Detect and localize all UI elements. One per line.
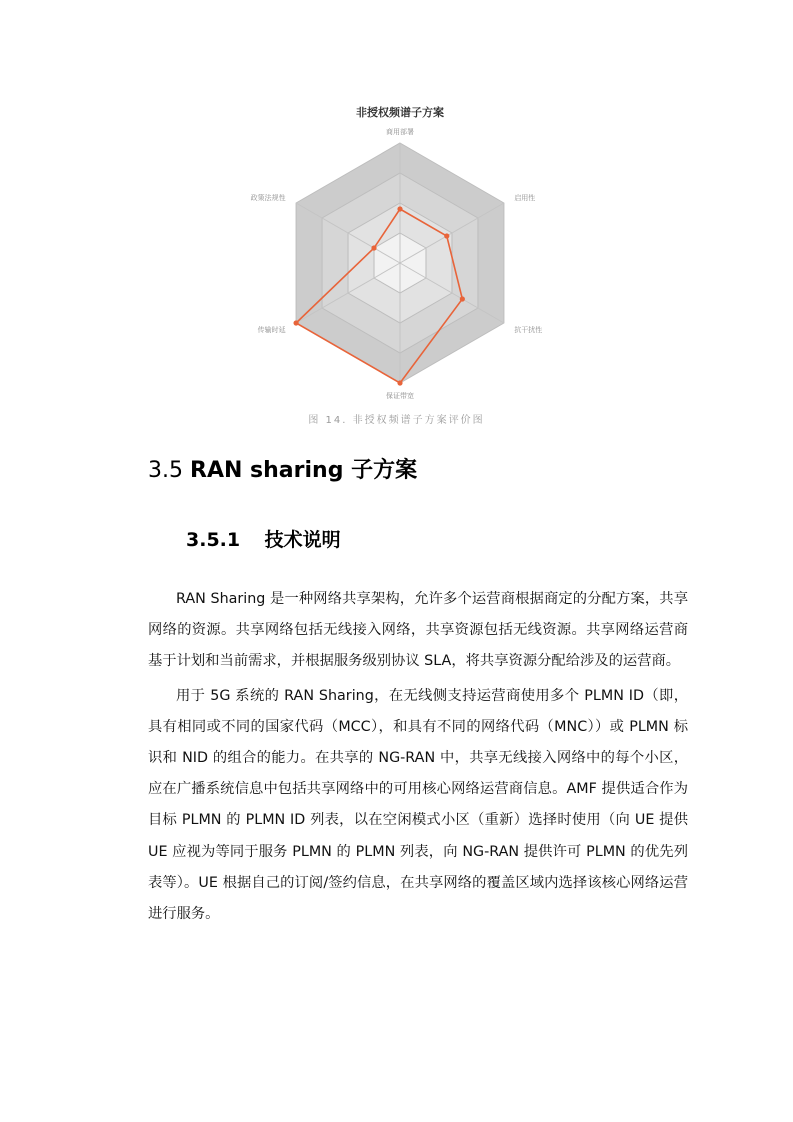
radar-axis-label: 启用性 [514,194,536,202]
body-text [148,584,688,930]
section-heading [148,453,417,484]
radar-point [371,245,376,250]
radar-point [444,233,449,238]
radar-grid [296,143,504,383]
radar-point [460,296,465,301]
radar-axis-label: 政策法规性 [250,194,286,202]
radar-chart [240,100,560,400]
radar-point [397,380,402,385]
section-title: RAN sharing 子方案 [190,458,418,483]
radar-axis-label: 抗干扰性 [514,326,543,334]
radar-point [293,320,298,325]
radar-axis-label: 保证带宽 [386,392,414,400]
radar-axis-label: 商用部署 [386,128,414,136]
radar-axis-label: 传输时延 [257,326,286,334]
chart-title: 非授权频谱子方案 [356,106,444,119]
paragraph: 用于 5G 系统的 RAN Sharing，在无线侧支持运营商使用多个 PLMN ID（即，具有相同或不同的国家代码（MCC），和具有不同的网络代码（MNC））或 PLMN 标识和 NID 的组合的能力。在共享的 NG-RAN 中，共享无线接入网络中的每个小区，应在广播系统信息中包括共享网络中的可用核心网络运营商信息。AMF 提供适合作为目标 PLMN 的 PLMN ID 列表，以在空闲模式小区（重新）选择时使用（向 UE 提供 UE 应视为等同于服务 PLMN 的 PLMN 列表，向 NG-RAN 提供许可 PLMN 的优先列表等）。UE 根据自己的订阅/签约信息，在共享网络的覆盖区域内选择该核心网络运营进行服务。 [148,687,688,923]
figure-caption: 图 14. 非授权频谱子方案评价图 [308,415,485,426]
subsection-heading [186,525,341,552]
radar-point [397,206,402,211]
subsection-number: 3.5.1 [186,529,241,551]
paragraph: RAN Sharing 是一种网络共享架构，允许多个运营商根据商定的分配方案，共享网络的资源。共享网络包括无线接入网络，共享资源包括无线资源。共享网络运营商基于计划和当前需求，并根据服务级别协议 SLA，将共享资源分配给涉及的运营商。 [148,591,688,670]
section-number: 3.5 [148,458,183,483]
subsection-title: 技术说明 [264,529,341,551]
